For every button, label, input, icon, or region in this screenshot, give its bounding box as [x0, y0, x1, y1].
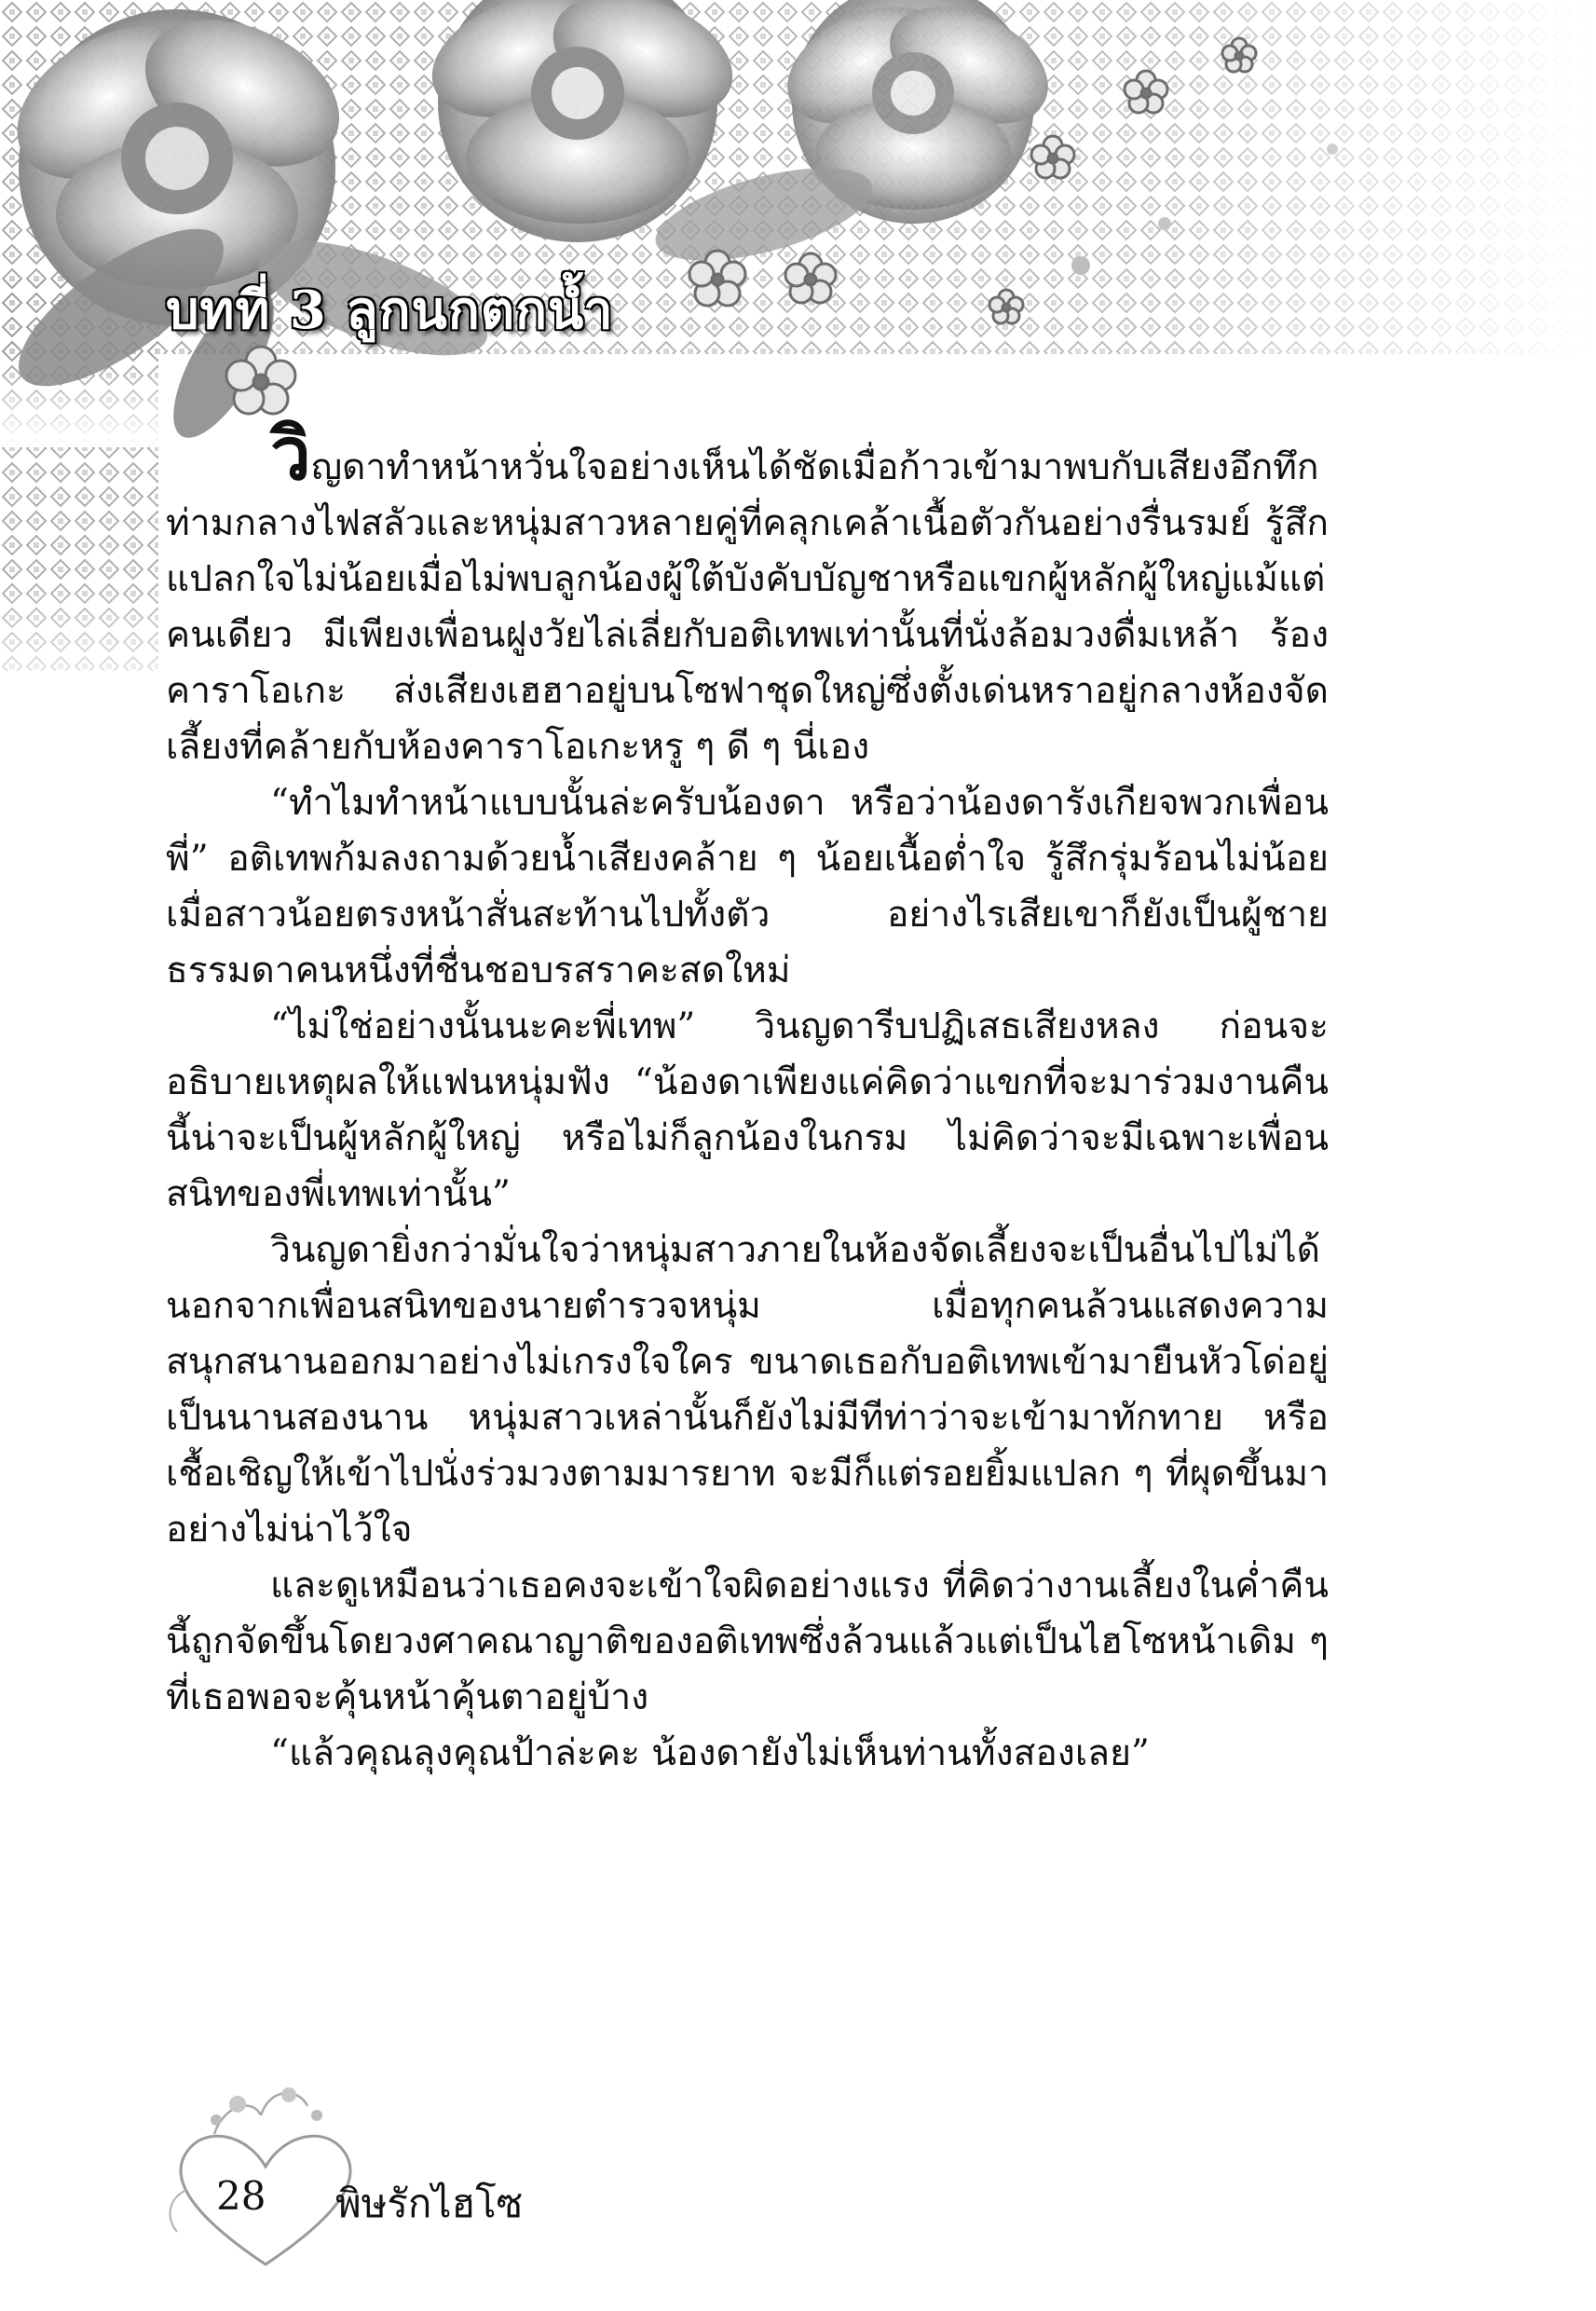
- page-number: 28: [216, 2173, 266, 2219]
- paragraph: “ไม่ใช่อย่างนั้นนะคะพี่เทพ” วินญดารีบปฏิเสธเสียงหลง ก่อนจะอธิบายเหตุผลให้แฟนหนุ่มฟัง “น้องดาเพียงแค่คิดว่าแขกที่จะมาร่วมงานคืนนี้น่าจะเป็นผู้หลักผู้ใหญ่ หรือไม่ก็ลูกน้องในกรม ไม่คิดว่าจะมีเฉพาะเพื่อนสนิทของพี่เทพเท่านั้น”: [166, 1005, 1329, 1215]
- paragraph: “ทำไมทำหน้าแบบนั้นล่ะครับน้องดา หรือว่าน้องดารังเกียจพวกเพื่อนพี่” อติเทพก้มลงถามด้วยน้ำเสียงคล้าย ๆ น้อยเนื้อต่ำใจ รู้สึกรุ่มร้อนไม่น้อยเมื่อสาวน้อยตรงหน้าสั่นสะท้านไปทั้งตัว อย่างไรเสียเขาก็ยังเป็นผู้ชายธรรมดาคนหนึ่งที่ชื่นชอบรสราคะสดใหม่: [166, 782, 1329, 991]
- chapter-title: บทที่ 3 ลูกนกตกน้ำ: [166, 279, 614, 341]
- paragraph-text: ญดาทำหน้าหวั่นใจอย่างเห็นได้ชัดเมื่อก้าวเข้ามาพบกับเสียงอึกทึกท่ามกลางไฟสลัวและหนุ่มสาวหลายคู่ที่คลุกเคล้าเนื้อตัวกันอย่างรื่นรมย์ รู้สึกแปลกใจไม่น้อยเมื่อไม่พบลูกน้องผู้ใต้บังคับบัญชาหรือแขกผู้หลักผู้ใหญ่แม้แต่คนเดียว มีเพียงเพื่อนฝูงวัยไล่เลี่ยกับอติเทพเท่านั้นที่นั่งล้อมวงดื่มเหล้า ร้องคาราโอเกะ ส่งเสียงเฮฮาอยู่บนโซฟาชุดใหญ่ซึ่งตั้งเด่นหราอยู่กลางห้องจัดเลี้ยงที่คล้ายกับห้องคาราโอเกะหรู ๆ ดี ๆ นี่เอง: [166, 446, 1329, 768]
- book-title: พิษรักไฮโซ: [335, 2181, 524, 2226]
- paragraph: และดูเหมือนว่าเธอคงจะเข้าใจผิดอย่างแรง ที่คิดว่างานเลี้ยงในค่ำคืนนี้ถูกจัดขึ้นโดยวงศาคณาญาติของอติเทพซึ่งล้วนแล้วแต่เป็นไฮโซหน้าเดิม ๆ ที่เธอพอจะคุ้นหน้าคุ้นตาอยู่บ้าง: [166, 1565, 1329, 1718]
- drop-cap: วิ: [270, 412, 311, 497]
- paragraph: วินญดายิ่งกว่ามั่นใจว่าหนุ่มสาวภายในห้องจัดเลี้ยงจะเป็นอื่นไปไม่ได้นอกจากเพื่อนสนิทของนายตำรวจหนุ่ม เมื่อทุกคนล้วนแสดงความสนุกสนานออกมาอย่างไม่เกรงใจใคร ขนาดเธอกับอติเทพเข้ามายืนหัวโด่อยู่เป็นนานสองนาน หนุ่มสาวเหล่านั้นก็ยังไม่มีทีท่าว่าจะเข้ามาทักทาย หรือเชื้อเชิญให้เข้าไปนั่งร่วมวงตามมารยาท จะมีก็แต่รอยยิ้มแปลก ๆ ที่ผุดขึ้นมาอย่างไม่น่าไว้ใจ: [166, 1229, 1329, 1551]
- paragraph: “แล้วคุณลุงคุณป้าล่ะคะ น้องดายังไม่เห็นท่านทั้งสองเลย”: [270, 1732, 1150, 1774]
- body-text: [166, 412, 1329, 1782]
- paragraph: [166, 412, 1329, 775]
